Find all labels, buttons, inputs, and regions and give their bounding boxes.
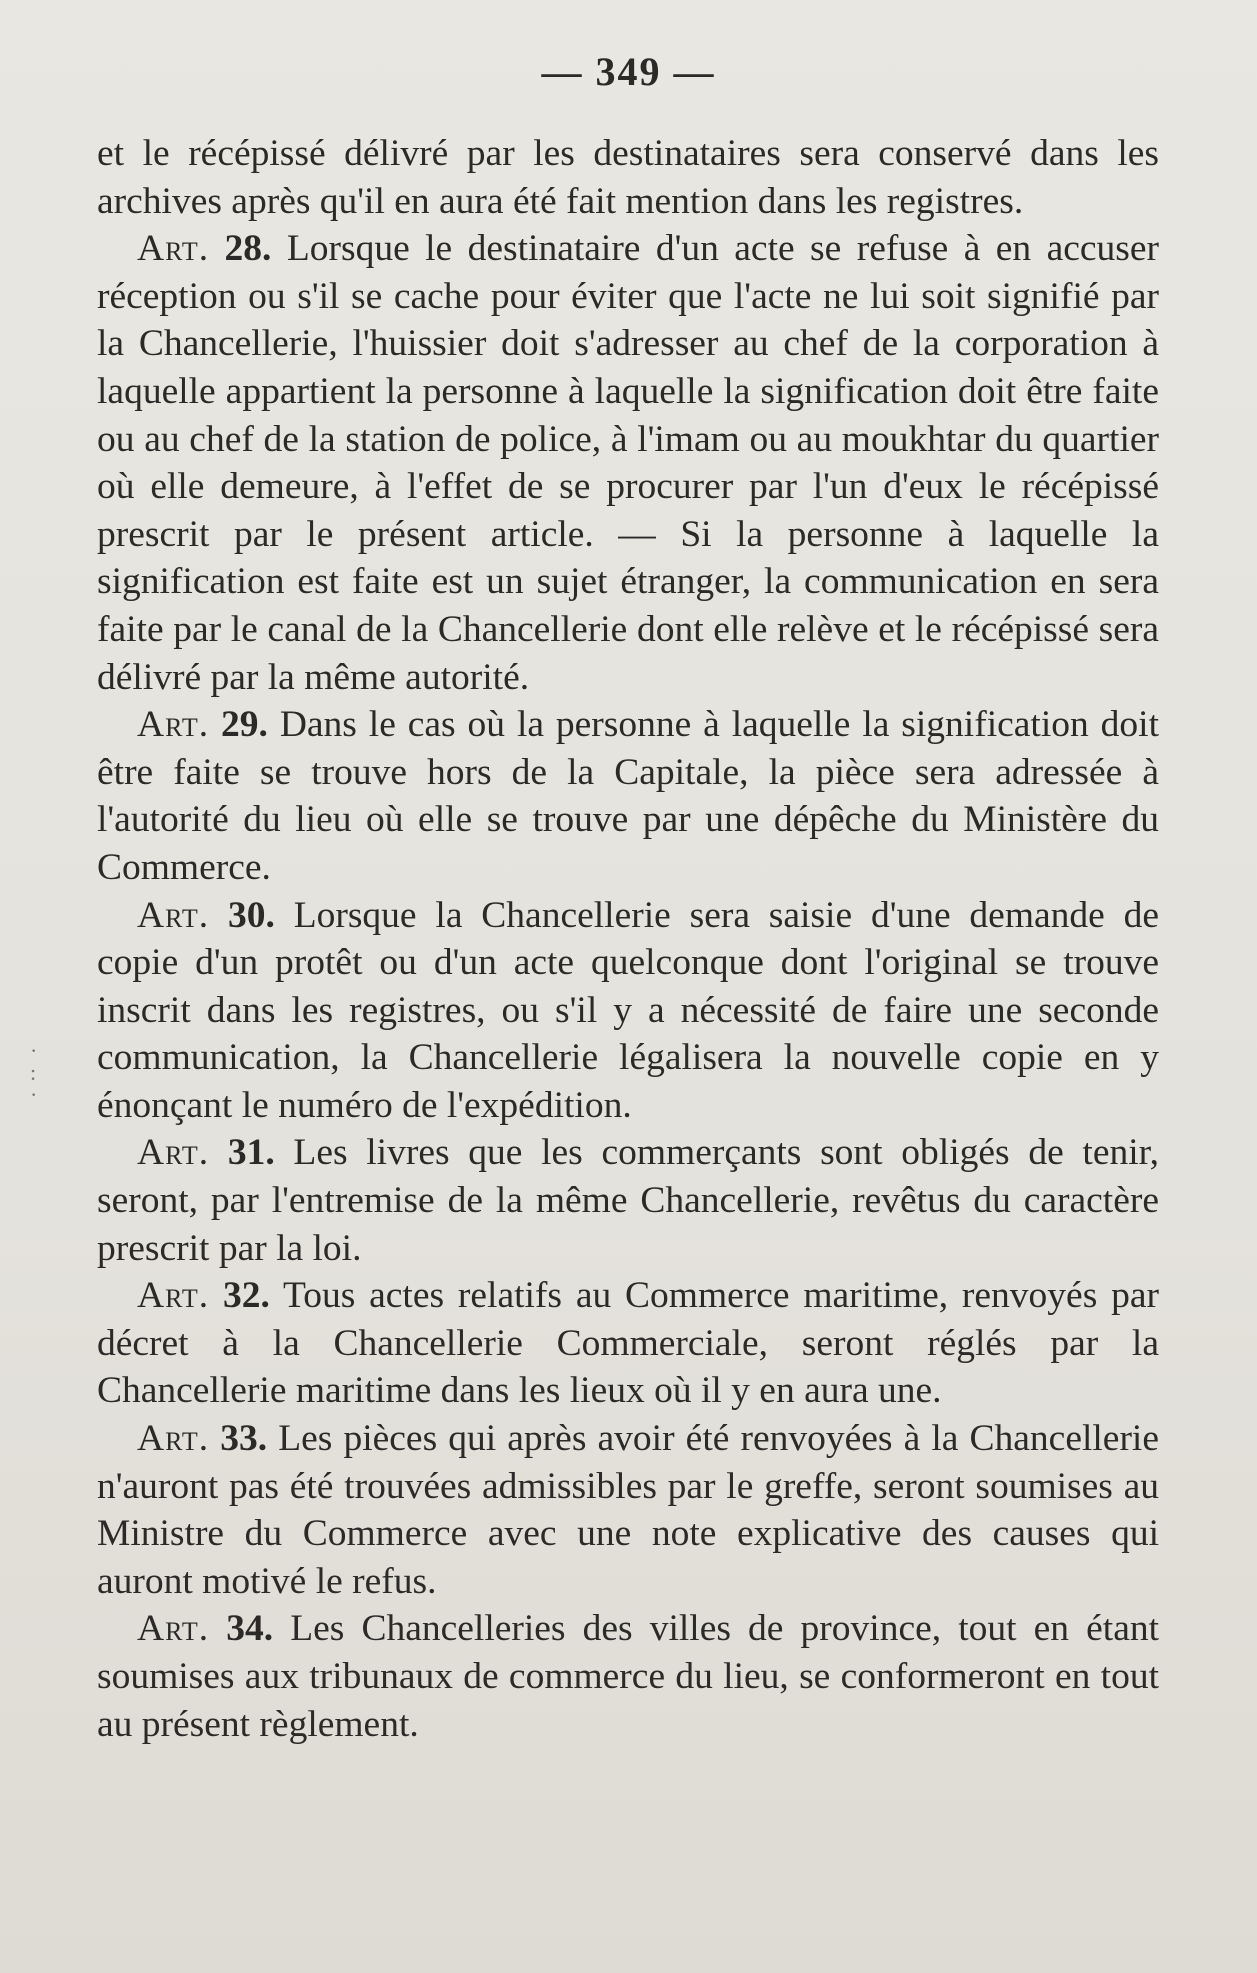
article-30 (97, 892, 1159, 1130)
article-text: Les pièces qui après avoir été renvoyées à la Chancellerie n'auront pas été trouvées admissibles par le greffe, seront soumises au Ministre du Commerce avec une note explicative des causes qui auront motivé le refus. (97, 1418, 1159, 1602)
article-number: 31. (227, 1132, 275, 1174)
article-label: Art. (137, 704, 210, 746)
article-text: Lorsque la Chancellerie sera saisie d'une demande de copie d'un protêt ou d'un acte quelconque dont l'original se trouve inscrit dans les registres, ou s'il y a nécessité de faire une seconde communication, la Chancellerie légalisera la nouvelle copie en y énonçant le numéro de l'expédition. (97, 894, 1160, 1126)
article-34 (97, 1605, 1159, 1748)
article-number: 33. (220, 1418, 268, 1460)
article-label: Art. (137, 894, 210, 936)
page-body (97, 130, 1159, 1748)
article-31 (97, 1129, 1159, 1272)
article-label: Art. (137, 1275, 210, 1317)
article-text: Les Chancelleries des villes de province, tout en étant soumises aux tribunaux de commerce du lieu, se conformeront en tout au présent règlement. (97, 1608, 1160, 1745)
article-number: 28. (224, 228, 272, 270)
margin-marks: · : · (30, 1038, 38, 1107)
article-number: 32. (222, 1275, 270, 1317)
article-33 (97, 1415, 1159, 1605)
article-label: Art. (137, 1608, 210, 1650)
page-number: — 349 — (541, 49, 716, 94)
article-text: Tous actes relatifs au Commerce maritime, renvoyés par décret à la Chancellerie Commerciale, seront réglés par la Chancellerie maritime dans les lieux où il y en aura une. (97, 1275, 1159, 1412)
article-number: 34. (226, 1608, 274, 1650)
article-text: Lorsque le destinataire d'un acte se refuse à en accuser réception ou s'il se cache pour éviter que l'acte ne lui soit signifié par la Chancellerie, l'huissier doit s'adresser au chef de la corporation à laquelle appartient la personne à laquelle la signification doit être faite ou au chef de la station de police, à l'imam ou au moukhtar du quartier où elle demeure, à l'effet de se procurer par l'un d'eux le récépissé prescrit par le présent article. — Si la personne à laquelle la signification est faite est un sujet étranger, la communication en sera faite par le canal de la Chancellerie dont elle relève et le récépissé sera délivré par la même autorité. (97, 228, 1160, 698)
opening-paragraph: et le récépissé délivré par les destinataires sera conservé dans les archives après qu'il en aura été fait mention dans les registres. (97, 133, 1159, 222)
article-label: Art. (137, 228, 210, 270)
article-number: 29. (221, 704, 268, 746)
article-number: 30. (227, 894, 275, 936)
article-32 (97, 1272, 1159, 1415)
article-29 (97, 701, 1159, 891)
article-label: Art. (137, 1418, 210, 1460)
article-label: Art. (137, 1132, 210, 1174)
article-text: Dans le cas où la personne à laquelle la signification doit être faite se trouve hors de la Capitale, la pièce sera adressée à l'autorité du lieu où elle se trouve par une dépêche du Ministère du Commerce. (97, 704, 1159, 888)
article-28 (97, 225, 1159, 701)
article-text: Les livres que les commerçants sont obligés de tenir, seront, par l'entremise de la même Chancellerie, revêtus du caractère prescrit par la loi. (97, 1132, 1160, 1269)
